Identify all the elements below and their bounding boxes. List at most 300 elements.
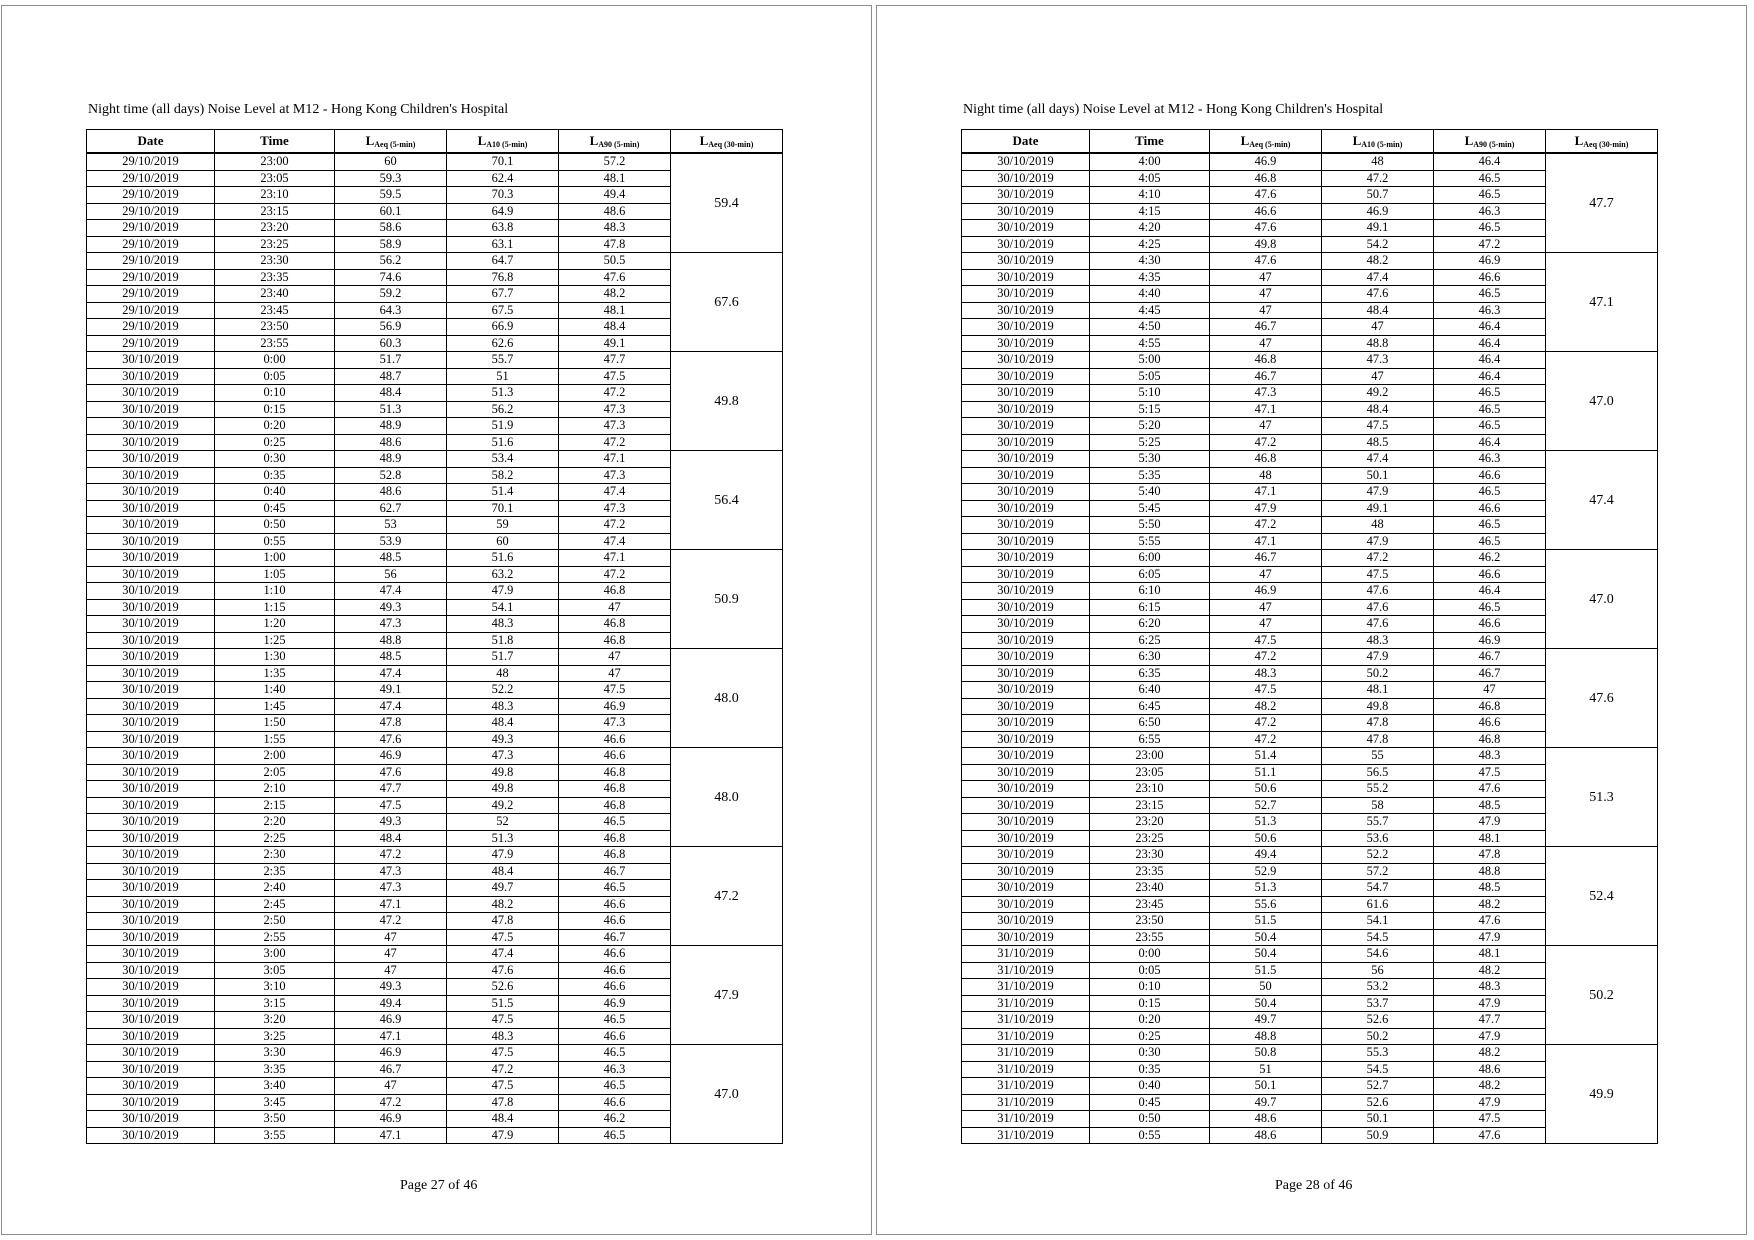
cell-la10-5min: 49.8: [447, 764, 559, 781]
cell-laeq-5min: 47: [1210, 335, 1322, 352]
table-row: [87, 253, 783, 270]
cell-la90-5min: 46.9: [1434, 632, 1546, 649]
cell-date: 30/10/2019: [962, 368, 1090, 385]
cell-la10-5min: 50.2: [1322, 665, 1434, 682]
cell-laeq-5min: 58.9: [335, 236, 447, 253]
cell-la10-5min: 48.4: [447, 715, 559, 732]
cell-time: 23:20: [1090, 814, 1210, 831]
cell-time: 2:25: [215, 830, 335, 847]
cell-time: 0:20: [1090, 1012, 1210, 1029]
cell-la90-5min: 47.8: [1434, 847, 1546, 864]
cell-laeq-5min: 47: [1210, 269, 1322, 286]
cell-la90-5min: 46.4: [1434, 335, 1546, 352]
cell-date: 30/10/2019: [87, 995, 215, 1012]
cell-la90-5min: 57.2: [559, 153, 671, 170]
cell-la10-5min: 50.9: [1322, 1127, 1434, 1144]
cell-laeq-30min: 47.7: [1546, 153, 1658, 253]
cell-laeq-5min: 46.7: [1210, 550, 1322, 567]
cell-time: 5:10: [1090, 385, 1210, 402]
table-row: [87, 649, 783, 666]
cell-laeq-5min: 47.6: [335, 731, 447, 748]
cell-la90-5min: 47.1: [559, 550, 671, 567]
cell-la90-5min: 47: [559, 649, 671, 666]
cell-la90-5min: 46.4: [1434, 319, 1546, 336]
cell-time: 5:35: [1090, 467, 1210, 484]
cell-date: 31/10/2019: [962, 979, 1090, 996]
cell-time: 2:40: [215, 880, 335, 897]
cell-time: 2:45: [215, 896, 335, 913]
cell-laeq-5min: 50.4: [1210, 929, 1322, 946]
cell-la10-5min: 49.1: [1322, 220, 1434, 237]
cell-date: 30/10/2019: [962, 500, 1090, 517]
cell-date: 30/10/2019: [962, 434, 1090, 451]
cell-time: 5:05: [1090, 368, 1210, 385]
cell-date: 30/10/2019: [87, 814, 215, 831]
cell-la10-5min: 51.9: [447, 418, 559, 435]
cell-date: 30/10/2019: [962, 896, 1090, 913]
cell-la90-5min: 46.8: [559, 616, 671, 633]
cell-laeq-5min: 46.8: [1210, 170, 1322, 187]
cell-la10-5min: 48.4: [1322, 401, 1434, 418]
cell-time: 23:10: [215, 187, 335, 204]
cell-laeq-5min: 46.7: [335, 1061, 447, 1078]
table-row: [962, 550, 1658, 567]
cell-time: 3:00: [215, 946, 335, 963]
cell-la10-5min: 48.4: [447, 1111, 559, 1128]
cell-time: 4:45: [1090, 302, 1210, 319]
cell-date: 30/10/2019: [962, 269, 1090, 286]
cell-la10-5min: 47.9: [1322, 484, 1434, 501]
cell-la10-5min: 47.9: [447, 847, 559, 864]
cell-time: 6:15: [1090, 599, 1210, 616]
cell-laeq-5min: 51.4: [1210, 748, 1322, 765]
cell-time: 1:05: [215, 566, 335, 583]
cell-time: 23:20: [215, 220, 335, 237]
cell-la90-5min: 47.9: [1434, 1094, 1546, 1111]
cell-time: 3:25: [215, 1028, 335, 1045]
cell-laeq-5min: 51.3: [335, 401, 447, 418]
cell-la10-5min: 51.8: [447, 632, 559, 649]
cell-time: 6:45: [1090, 698, 1210, 715]
cell-la90-5min: 46.9: [559, 995, 671, 1012]
cell-la10-5min: 48.4: [1322, 302, 1434, 319]
noise-table: [961, 129, 1658, 1144]
cell-laeq-30min: 47.0: [1546, 550, 1658, 649]
cell-la10-5min: 47.4: [1322, 451, 1434, 468]
cell-la10-5min: 56.2: [447, 401, 559, 418]
cell-la10-5min: 67.5: [447, 302, 559, 319]
cell-date: 30/10/2019: [87, 434, 215, 451]
cell-time: 23:45: [215, 302, 335, 319]
cell-laeq-5min: 49.8: [1210, 236, 1322, 253]
cell-time: 5:20: [1090, 418, 1210, 435]
cell-laeq-30min: 56.4: [671, 451, 783, 550]
cell-la90-5min: 47.3: [559, 500, 671, 517]
cell-la10-5min: 63.1: [447, 236, 559, 253]
cell-la10-5min: 49.2: [447, 797, 559, 814]
page-number: Page 27 of 46: [400, 1178, 478, 1193]
cell-la90-5min: 48.1: [1434, 946, 1546, 963]
cell-date: 30/10/2019: [87, 500, 215, 517]
cell-la90-5min: 48.5: [1434, 797, 1546, 814]
cell-laeq-30min: 67.6: [671, 253, 783, 352]
cell-date: 31/10/2019: [962, 1028, 1090, 1045]
cell-laeq-5min: 47.2: [335, 1094, 447, 1111]
cell-la90-5min: 46.5: [1434, 170, 1546, 187]
cell-date: 31/10/2019: [962, 946, 1090, 963]
table-body: [87, 153, 783, 1144]
cell-date: 30/10/2019: [87, 962, 215, 979]
cell-la10-5min: 55: [1322, 748, 1434, 765]
cell-date: 30/10/2019: [87, 715, 215, 732]
cell-la10-5min: 49.1: [1322, 500, 1434, 517]
cell-laeq-5min: 48.8: [1210, 1028, 1322, 1045]
cell-date: 29/10/2019: [87, 220, 215, 237]
cell-la90-5min: 46.3: [1434, 203, 1546, 220]
cell-la10-5min: 63.2: [447, 566, 559, 583]
cell-time: 1:35: [215, 665, 335, 682]
cell-time: 1:55: [215, 731, 335, 748]
cell-la90-5min: 46.4: [1434, 434, 1546, 451]
cell-la10-5min: 52.7: [1322, 1078, 1434, 1095]
cell-laeq-30min: 52.4: [1546, 847, 1658, 946]
cell-la90-5min: 47.5: [559, 368, 671, 385]
cell-la90-5min: 47.2: [559, 385, 671, 402]
page-27: [1, 5, 872, 1235]
cell-laeq-5min: 48.7: [335, 368, 447, 385]
col-header-laeq-5min: [1210, 130, 1322, 154]
cell-date: 30/10/2019: [962, 517, 1090, 534]
cell-la10-5min: 62.4: [447, 170, 559, 187]
cell-laeq-5min: 47.3: [335, 863, 447, 880]
cell-date: 30/10/2019: [962, 187, 1090, 204]
cell-laeq-5min: 59.5: [335, 187, 447, 204]
cell-la10-5min: 47.5: [447, 1045, 559, 1062]
cell-la10-5min: 48.2: [447, 896, 559, 913]
cell-time: 1:40: [215, 682, 335, 699]
cell-la90-5min: 46.5: [1434, 418, 1546, 435]
cell-time: 0:30: [215, 451, 335, 468]
cell-time: 5:50: [1090, 517, 1210, 534]
cell-time: 3:30: [215, 1045, 335, 1062]
cell-time: 5:00: [1090, 352, 1210, 369]
cell-date: 30/10/2019: [87, 368, 215, 385]
cell-la90-5min: 47.9: [1434, 995, 1546, 1012]
cell-time: 23:00: [215, 153, 335, 170]
cell-laeq-5min: 60.3: [335, 335, 447, 352]
cell-laeq-5min: 47: [1210, 302, 1322, 319]
cell-la90-5min: 48.3: [1434, 748, 1546, 765]
cell-date: 30/10/2019: [962, 203, 1090, 220]
cell-la10-5min: 48.2: [1322, 253, 1434, 270]
cell-date: 29/10/2019: [87, 153, 215, 170]
table-row: [87, 451, 783, 468]
cell-la90-5min: 46.5: [1434, 385, 1546, 402]
cell-time: 23:55: [1090, 929, 1210, 946]
cell-time: 23:35: [1090, 863, 1210, 880]
cell-date: 29/10/2019: [87, 203, 215, 220]
cell-la10-5min: 51: [447, 368, 559, 385]
cell-laeq-5min: 47: [335, 946, 447, 963]
cell-la10-5min: 52.2: [1322, 847, 1434, 864]
cell-time: 0:15: [215, 401, 335, 418]
cell-laeq-5min: 48.6: [1210, 1127, 1322, 1144]
cell-laeq-5min: 48.9: [335, 418, 447, 435]
cell-la90-5min: 46.6: [1434, 467, 1546, 484]
cell-laeq-5min: 47.2: [1210, 715, 1322, 732]
cell-date: 30/10/2019: [962, 170, 1090, 187]
cell-date: 30/10/2019: [962, 830, 1090, 847]
cell-la90-5min: 46.6: [559, 946, 671, 963]
cell-laeq-5min: 47.1: [1210, 401, 1322, 418]
cell-laeq-5min: 48.4: [335, 830, 447, 847]
cell-la10-5min: 50.7: [1322, 187, 1434, 204]
cell-la90-5min: 46.6: [559, 748, 671, 765]
cell-laeq-5min: 47.3: [335, 880, 447, 897]
cell-laeq-5min: 51.5: [1210, 962, 1322, 979]
cell-la10-5min: 47.9: [447, 1127, 559, 1144]
table-title: Night time (all days) Noise Level at M12 - Hong Kong Children's Hospital: [88, 102, 509, 117]
cell-date: 29/10/2019: [87, 269, 215, 286]
cell-laeq-5min: 47.2: [1210, 731, 1322, 748]
header-main: L: [1574, 133, 1584, 148]
cell-date: 30/10/2019: [87, 632, 215, 649]
cell-time: 1:00: [215, 550, 335, 567]
cell-laeq-5min: 46.9: [1210, 583, 1322, 600]
cell-la10-5min: 47.5: [447, 1012, 559, 1029]
cell-la10-5min: 55.3: [1322, 1045, 1434, 1062]
cell-laeq-5min: 50.6: [1210, 781, 1322, 798]
cell-la90-5min: 48.2: [1434, 1078, 1546, 1095]
cell-laeq-30min: 47.0: [1546, 352, 1658, 451]
cell-laeq-5min: 47.6: [335, 764, 447, 781]
cell-la90-5min: 47.7: [1434, 1012, 1546, 1029]
cell-time: 1:50: [215, 715, 335, 732]
cell-la10-5min: 54.5: [1322, 1061, 1434, 1078]
cell-la90-5min: 47.6: [1434, 913, 1546, 930]
cell-time: 1:15: [215, 599, 335, 616]
cell-time: 0:30: [1090, 1045, 1210, 1062]
cell-la10-5min: 58.2: [447, 467, 559, 484]
header-main: L: [365, 133, 375, 148]
cell-time: 23:35: [215, 269, 335, 286]
cell-time: 2:00: [215, 748, 335, 765]
cell-laeq-5min: 47.6: [1210, 187, 1322, 204]
table-row: [87, 1045, 783, 1062]
cell-la10-5min: 60: [447, 533, 559, 550]
cell-date: 30/10/2019: [87, 797, 215, 814]
cell-date: 31/10/2019: [962, 1111, 1090, 1128]
cell-la10-5min: 47.4: [1322, 269, 1434, 286]
cell-la90-5min: 46.8: [559, 583, 671, 600]
cell-laeq-30min: 47.2: [671, 847, 783, 946]
cell-date: 31/10/2019: [962, 1078, 1090, 1095]
cell-time: 0:00: [215, 352, 335, 369]
cell-time: 23:45: [1090, 896, 1210, 913]
cell-date: 30/10/2019: [87, 913, 215, 930]
cell-date: 30/10/2019: [87, 401, 215, 418]
cell-la10-5min: 50.1: [1322, 1111, 1434, 1128]
cell-la10-5min: 47.6: [1322, 616, 1434, 633]
cell-laeq-5min: 47.4: [335, 698, 447, 715]
cell-la10-5min: 47: [1322, 319, 1434, 336]
header-main: L: [1240, 133, 1250, 148]
cell-time: 23:55: [215, 335, 335, 352]
cell-la10-5min: 47.6: [447, 962, 559, 979]
cell-laeq-5min: 47: [335, 962, 447, 979]
cell-laeq-5min: 51.5: [1210, 913, 1322, 930]
cell-la10-5min: 50.1: [1322, 467, 1434, 484]
cell-date: 30/10/2019: [962, 847, 1090, 864]
cell-la90-5min: 46.6: [559, 1028, 671, 1045]
col-header-la90-5min: [559, 130, 671, 154]
cell-time: 1:25: [215, 632, 335, 649]
cell-la90-5min: 48.5: [1434, 880, 1546, 897]
cell-date: 30/10/2019: [962, 236, 1090, 253]
cell-la90-5min: 46.5: [1434, 533, 1546, 550]
cell-laeq-5min: 51: [1210, 1061, 1322, 1078]
cell-la10-5min: 54.7: [1322, 880, 1434, 897]
cell-laeq-5min: 50.1: [1210, 1078, 1322, 1095]
cell-time: 2:15: [215, 797, 335, 814]
cell-time: 1:10: [215, 583, 335, 600]
cell-date: 30/10/2019: [962, 566, 1090, 583]
cell-date: 30/10/2019: [962, 153, 1090, 170]
cell-laeq-30min: 47.9: [671, 946, 783, 1045]
cell-time: 23:40: [1090, 880, 1210, 897]
cell-la90-5min: 46.8: [1434, 698, 1546, 715]
col-header-la90-5min: [1434, 130, 1546, 154]
cell-laeq-5min: 49.3: [335, 979, 447, 996]
cell-date: 30/10/2019: [87, 979, 215, 996]
cell-la90-5min: 46.8: [559, 830, 671, 847]
cell-date: 30/10/2019: [962, 913, 1090, 930]
cell-la10-5min: 49.2: [1322, 385, 1434, 402]
cell-la10-5min: 48.5: [1322, 434, 1434, 451]
cell-la90-5min: 48.6: [559, 203, 671, 220]
header-sub: Aeq (5-min): [374, 140, 416, 149]
cell-laeq-5min: 59.3: [335, 170, 447, 187]
cell-date: 30/10/2019: [962, 550, 1090, 567]
cell-laeq-5min: 52.7: [1210, 797, 1322, 814]
cell-la10-5min: 51.3: [447, 830, 559, 847]
cell-la90-5min: 46.9: [559, 698, 671, 715]
cell-laeq-5min: 48: [1210, 467, 1322, 484]
cell-la10-5min: 47.6: [1322, 583, 1434, 600]
cell-time: 23:00: [1090, 748, 1210, 765]
cell-la10-5min: 47.8: [1322, 731, 1434, 748]
cell-la90-5min: 46.3: [1434, 451, 1546, 468]
cell-laeq-5min: 46.9: [335, 1045, 447, 1062]
cell-la10-5min: 56: [1322, 962, 1434, 979]
cell-la90-5min: 46.6: [1434, 269, 1546, 286]
cell-laeq-5min: 48.2: [1210, 698, 1322, 715]
cell-laeq-5min: 48.9: [335, 451, 447, 468]
page-number: Page 28 of 46: [1275, 1178, 1353, 1193]
cell-laeq-5min: 47: [335, 929, 447, 946]
cell-la10-5min: 47.9: [447, 583, 559, 600]
cell-date: 30/10/2019: [962, 401, 1090, 418]
cell-la90-5min: 46.6: [1434, 566, 1546, 583]
cell-date: 29/10/2019: [87, 335, 215, 352]
cell-la90-5min: 46.5: [559, 814, 671, 831]
cell-date: 30/10/2019: [962, 599, 1090, 616]
cell-laeq-30min: 47.1: [1546, 253, 1658, 352]
cell-time: 0:10: [215, 385, 335, 402]
cell-laeq-30min: 49.8: [671, 352, 783, 451]
cell-time: 23:10: [1090, 781, 1210, 798]
table-row: [962, 153, 1658, 170]
table-body: [962, 153, 1658, 1144]
cell-la10-5min: 54.5: [1322, 929, 1434, 946]
cell-la90-5min: 47.9: [1434, 814, 1546, 831]
cell-time: 0:45: [1090, 1094, 1210, 1111]
cell-la90-5min: 46.6: [559, 731, 671, 748]
cell-la90-5min: 47.9: [1434, 1028, 1546, 1045]
cell-la90-5min: 46.7: [559, 863, 671, 880]
cell-date: 30/10/2019: [962, 649, 1090, 666]
cell-laeq-5min: 47.3: [335, 616, 447, 633]
col-header-date: Date: [87, 130, 215, 154]
cell-date: 30/10/2019: [87, 946, 215, 963]
cell-la10-5min: 57.2: [1322, 863, 1434, 880]
cell-la90-5min: 46.4: [1434, 368, 1546, 385]
cell-date: 30/10/2019: [87, 847, 215, 864]
cell-laeq-5min: 50.4: [1210, 946, 1322, 963]
table-row: [87, 946, 783, 963]
cell-time: 6:10: [1090, 583, 1210, 600]
cell-time: 4:25: [1090, 236, 1210, 253]
cell-laeq-5min: 47.1: [335, 896, 447, 913]
cell-la10-5min: 64.7: [447, 253, 559, 270]
cell-time: 23:25: [1090, 830, 1210, 847]
cell-laeq-5min: 47.1: [335, 1028, 447, 1045]
cell-time: 0:45: [215, 500, 335, 517]
cell-time: 2:35: [215, 863, 335, 880]
cell-date: 31/10/2019: [962, 1012, 1090, 1029]
cell-la90-5min: 46.6: [559, 962, 671, 979]
table-row: [87, 847, 783, 864]
cell-la10-5min: 54.1: [447, 599, 559, 616]
cell-date: 30/10/2019: [962, 616, 1090, 633]
cell-la10-5min: 49.7: [447, 880, 559, 897]
cell-date: 30/10/2019: [87, 830, 215, 847]
cell-time: 4:35: [1090, 269, 1210, 286]
cell-la90-5min: 46.8: [559, 764, 671, 781]
cell-la90-5min: 47.6: [1434, 781, 1546, 798]
cell-la90-5min: 46.5: [559, 1127, 671, 1144]
cell-la10-5min: 61.6: [1322, 896, 1434, 913]
cell-time: 4:00: [1090, 153, 1210, 170]
cell-date: 30/10/2019: [962, 797, 1090, 814]
cell-date: 30/10/2019: [962, 385, 1090, 402]
cell-time: 3:20: [215, 1012, 335, 1029]
cell-laeq-5min: 47.2: [1210, 434, 1322, 451]
cell-la90-5min: 46.8: [559, 797, 671, 814]
cell-laeq-5min: 47.2: [1210, 517, 1322, 534]
cell-laeq-5min: 47.1: [335, 1127, 447, 1144]
cell-la90-5min: 48.1: [559, 170, 671, 187]
cell-la10-5min: 51.3: [447, 385, 559, 402]
cell-la10-5min: 54.6: [1322, 946, 1434, 963]
cell-laeq-5min: 47.5: [335, 797, 447, 814]
cell-laeq-5min: 48.6: [335, 484, 447, 501]
cell-la90-5min: 47: [559, 599, 671, 616]
cell-laeq-5min: 56.2: [335, 253, 447, 270]
cell-laeq-5min: 74.6: [335, 269, 447, 286]
cell-laeq-5min: 48.4: [335, 385, 447, 402]
cell-laeq-30min: 48.0: [671, 748, 783, 847]
